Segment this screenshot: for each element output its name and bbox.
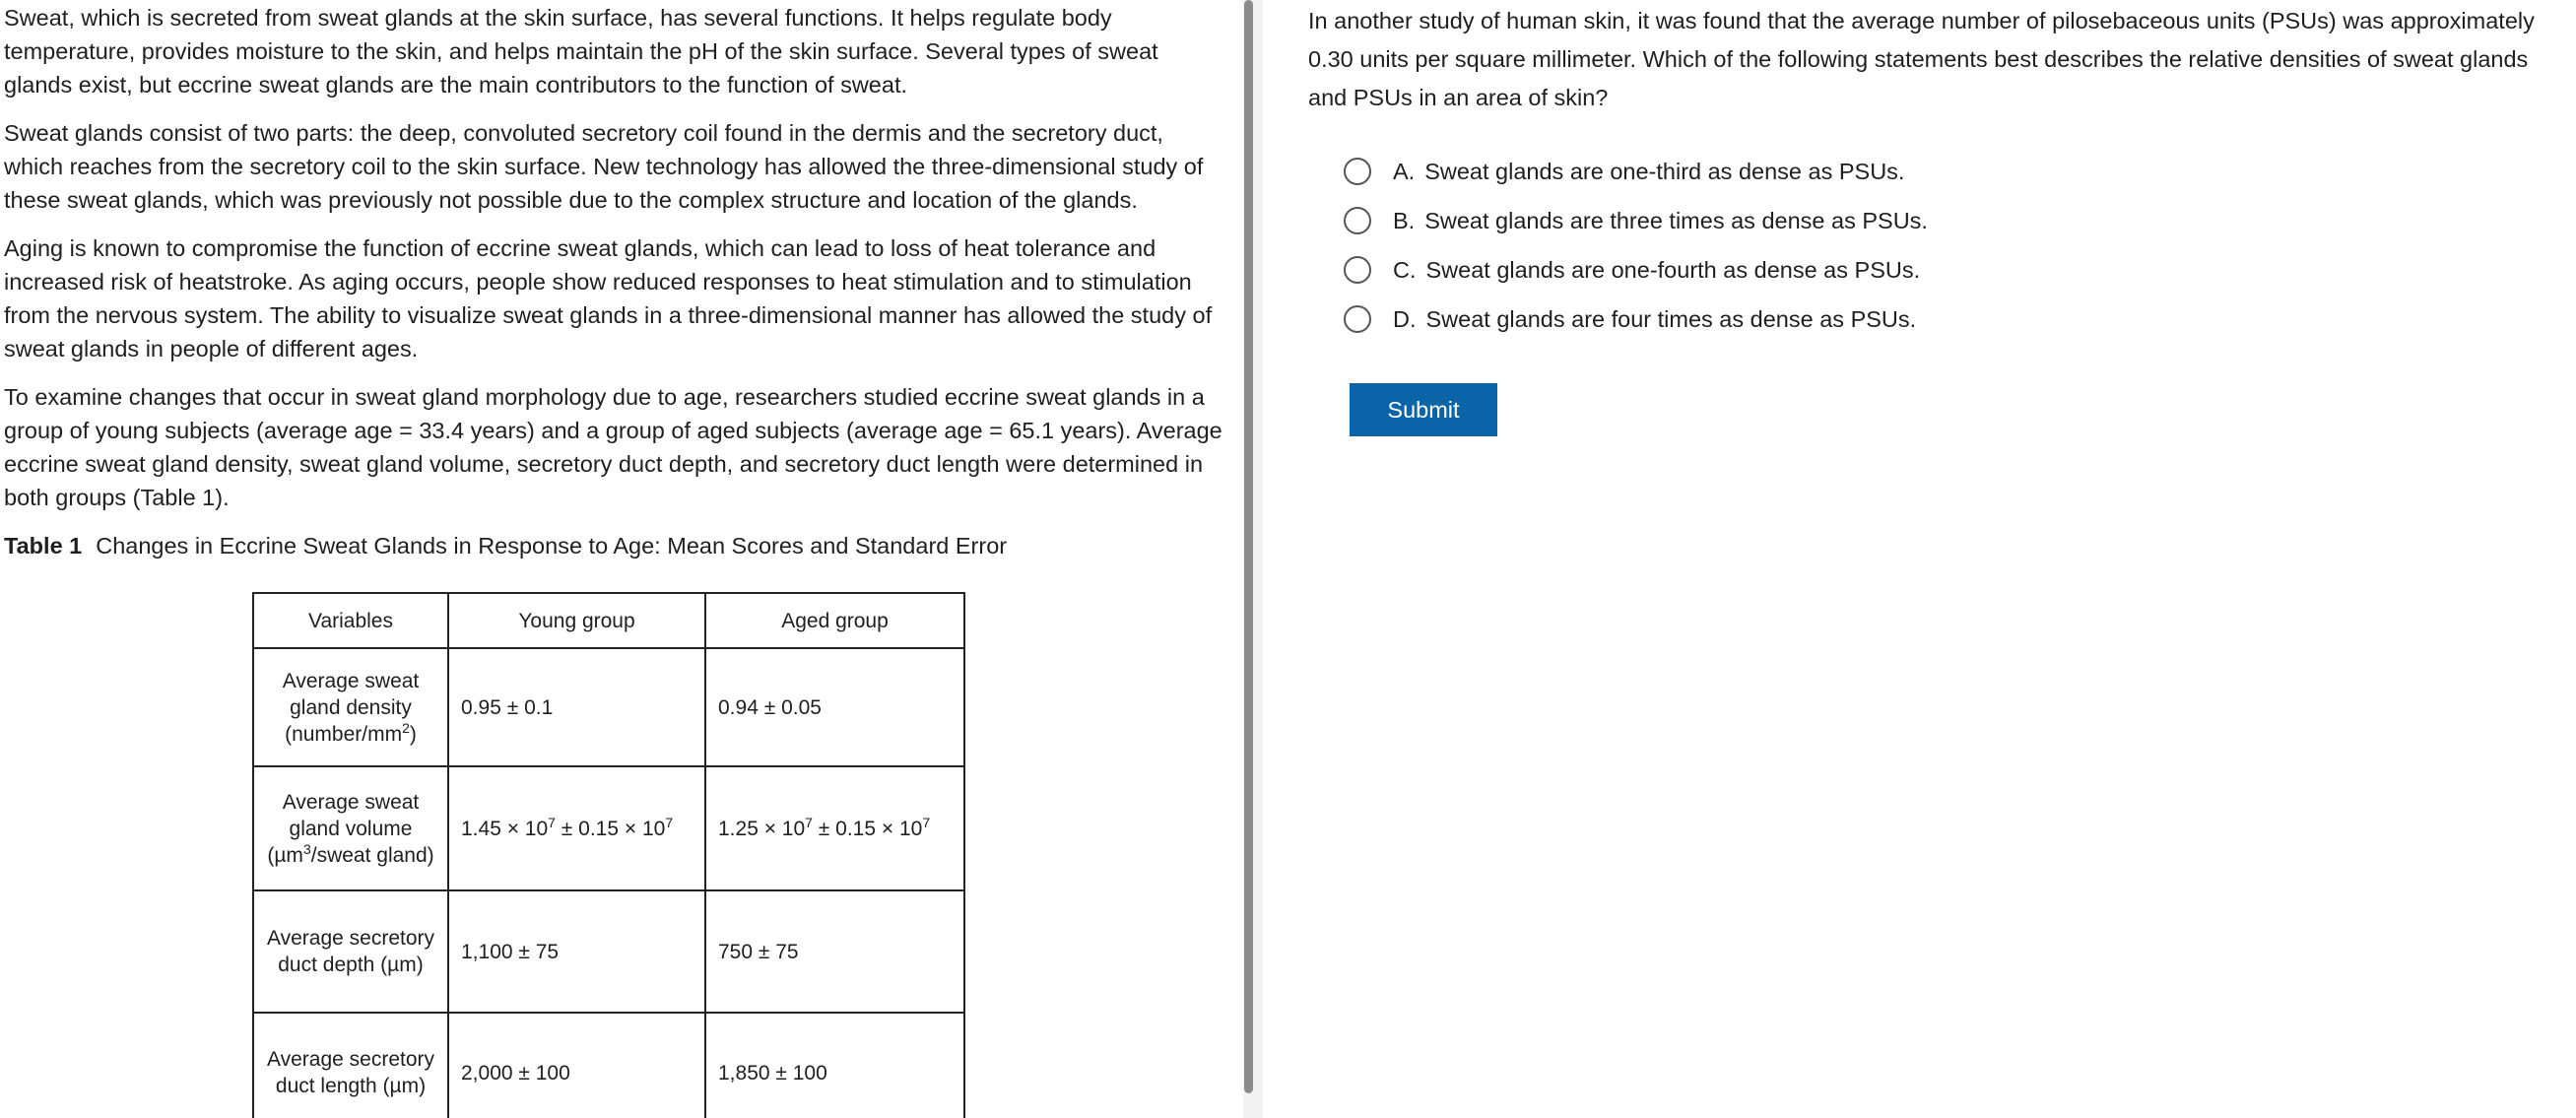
passage-paragraph: Aging is known to compromise the function of eccrine sweat glands, which can lead to loss of heat tolerance and increased risk of heatstroke. As aging occurs, people show reduced responses to heat stimulation and to stimulation from the nervous system. The ability to visualize sweat glands in a three-dimensional manner has allowed the study of sweat glands in people of different ages. — [4, 235, 1213, 362]
aged-value-cell: $1.25 \times 10^7 \pm 0.15 \times 10^7$ — [705, 766, 964, 890]
table-row — [253, 890, 964, 1013]
table-caption-label: Table 1 — [4, 533, 83, 559]
variable-cell: Average secretory duct depth (µm) — [253, 890, 448, 1013]
variable-cell: Average secretory duct length (µm) — [253, 1013, 448, 1118]
answer-choice-c[interactable] — [1344, 245, 2569, 295]
choice-text: Sweat glands are four times as dense as PSUs. — [1425, 305, 1917, 332]
variable-unit: $(number/mm^2)$ — [285, 719, 417, 746]
table-row — [253, 648, 964, 766]
table-caption-text: Changes in Eccrine Sweat Glands in Response to Age: Mean Scores and Standard Error — [96, 533, 1008, 559]
passage-paragraph: Sweat glands consist of two parts: the deep, convoluted secretory coil found in the dermis and the secretory duct, which reaches from the secretory coil to the skin surface. New technology has allowed the three-dimensional study of these sweat glands, which was previously not possible due to the complex structure and location of the glands. — [4, 120, 1204, 213]
answer-choices — [1344, 147, 2569, 344]
answer-choice-d[interactable] — [1344, 295, 2569, 344]
question-stem: In another study of human skin, it was found that the average number of pilosebaceous units (PSUs) was approximately 0.30 units per square millimeter. Which of the following statements best describes the relative densities of sweat glands and PSUs in an area of skin? — [1308, 8, 2535, 110]
choice-text: Sweat glands are one-fourth as dense as PSUs. — [1425, 256, 1921, 283]
radio-button-icon[interactable] — [1344, 256, 1371, 284]
variable-cell — [253, 648, 448, 766]
choice-letter: C. — [1393, 256, 1417, 283]
submit-button[interactable]: Submit — [1350, 383, 1497, 436]
question-pane — [1308, 0, 2569, 1118]
variable-unit: (µm$^3$/sweat gland) — [267, 840, 434, 867]
passage-paragraph: To examine changes that occur in sweat gland morphology due to age, researchers studied eccrine sweat glands in a group of young subjects (average age = 33.4 years) and a group of aged subjects (average age = 65.1 years). Average eccrine sweat gland density, sweat gland volume, secretory duct depth, and secretory duct length were determined in both groups (Table 1). — [4, 384, 1222, 510]
radio-button-icon[interactable] — [1344, 207, 1371, 234]
aged-value-cell: 750 ± 75 — [705, 890, 964, 1013]
young-value-cell: $1.45 \times 10^7 \pm 0.15 \times 10^7$ — [448, 766, 705, 890]
table-header-row — [253, 593, 964, 648]
table-row — [253, 1013, 964, 1118]
passage-pane — [0, 0, 1236, 1118]
passage-scrollbar-thumb[interactable] — [1244, 0, 1253, 1093]
choice-text: Sweat glands are three times as dense as PSUs. — [1424, 207, 1928, 233]
choice-letter: A. — [1393, 158, 1416, 184]
choice-letter: D. — [1393, 305, 1417, 332]
data-table — [252, 592, 965, 1118]
answer-choice-b[interactable] — [1344, 196, 2569, 245]
young-value-cell: 1,100 ± 75 — [448, 890, 705, 1013]
choice-letter: B. — [1393, 207, 1416, 233]
passage-paragraph: Sweat, which is secreted from sweat glands at the skin surface, has several functions. It helps regulate body temperature, provides moisture to the skin, and helps maintain the pH of the skin surface. Several types of sweat glands exist, but eccrine sweat glands are the main contributors to the function of sweat. — [4, 5, 1158, 98]
variable-cell — [253, 766, 448, 890]
choice-text: Sweat glands are one-third as dense as PSUs. — [1424, 158, 1905, 184]
variable-name: Average sweat gland density — [282, 669, 420, 719]
young-value-cell: 0.95 ± 0.1 — [448, 648, 705, 766]
table-header-aged: Aged group — [705, 593, 964, 648]
aged-value-cell: 1,850 ± 100 — [705, 1013, 964, 1118]
aged-value-cell: 0.94 ± 0.05 — [705, 648, 964, 766]
table-caption — [4, 529, 1225, 562]
table-header-young: Young group — [448, 593, 705, 648]
answer-choice-a[interactable] — [1344, 147, 2569, 196]
radio-button-icon[interactable] — [1344, 158, 1371, 185]
radio-button-icon[interactable] — [1344, 305, 1371, 333]
variable-name: Average sweat gland volume — [282, 790, 420, 840]
young-value-cell: 2,000 ± 100 — [448, 1013, 705, 1118]
table-row — [253, 766, 964, 890]
table-header-variables: Variables — [253, 593, 448, 648]
passage-content — [0, 1, 1225, 1118]
